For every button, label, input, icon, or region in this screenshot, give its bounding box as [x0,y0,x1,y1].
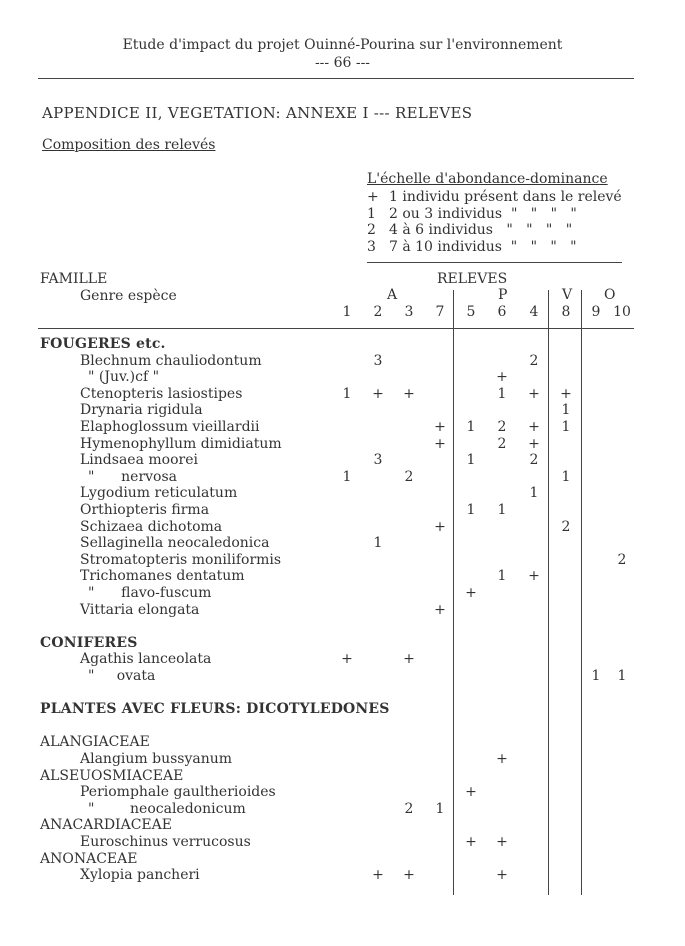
table-header-rule [38,328,634,329]
scale-title: L'échelle d'abondance-dominance [367,171,608,187]
species-name: " neocaledonicum [88,800,246,817]
abundance-cell: 2 [404,468,414,485]
group-label-v: V [562,287,573,303]
page-title: APPENDICE II, VEGETATION: ANNEXE I --- RELEVES [42,104,473,122]
abundance-cell: 1 [466,452,476,469]
abundance-cell: 1 [529,485,539,502]
abundance-cell: 1 [617,668,627,684]
abundance-cell: + [528,568,540,585]
abundance-cell: 1 [561,419,571,435]
family-heading: CONIFERES [40,634,138,651]
abundance-cell: + [403,385,415,402]
species-name: Sellaginella neocaledonica [80,535,270,552]
abundance-cell: 2 [497,419,507,435]
family-heading: ANACARDIACEAE [40,817,172,834]
scale-row [367,189,622,205]
scale-description: 4 à 6 individus " " " " [389,222,573,238]
column-number: 8 [561,304,571,320]
abundance-cell: + [341,651,353,668]
abundance-cell: + [528,419,540,435]
scale-symbol: 2 [367,222,376,238]
species-name: Alangium bussyanum [80,751,233,767]
scale-description: 1 individu présent dans le relevé [389,189,622,205]
species-name: Orthiopteris firma [80,502,210,518]
abundance-cell: 1 [497,385,507,402]
species-name: " flavo-fuscum [88,585,212,601]
abundance-cell: + [372,867,384,884]
abundance-cell: + [403,651,415,668]
header-rule [38,78,634,79]
abundance-cell: 2 [404,800,414,817]
species-name: Xylopia pancheri [80,867,200,884]
column-header-genre: Genre espèce [80,288,177,304]
abundance-cell: 2 [617,551,627,568]
abundance-cell: 1 [466,419,476,435]
species-name: Lygodium reticulatum [80,485,238,502]
scale-row [367,222,572,238]
species-name: Trichomanes dentatum [80,568,245,585]
abundance-cell: + [434,518,446,535]
abundance-cell: 1 [342,468,352,485]
family-heading: ANONACEAE [40,850,138,867]
species-name: " nervosa [88,468,178,485]
species-name: Lindsaea moorei [80,452,198,469]
abundance-cell: + [528,435,540,452]
species-name: " ovata [88,668,156,684]
abundance-cell: 3 [373,452,383,469]
column-header-famille: FAMILLE [40,271,108,287]
abundance-cell: 2 [497,435,507,452]
abundance-cell: 1 [435,800,445,817]
abundance-cell: + [434,435,446,452]
species-name: Periomphale gaultherioides [80,784,276,801]
scale-row [367,239,577,255]
abundance-cell: 1 [497,502,507,518]
species-name: Elaphoglossum vieillardii [80,419,260,435]
column-header-releves: RELEVES [437,271,508,287]
abundance-cell: 1 [561,468,571,485]
scale-symbol: 1 [367,205,376,222]
column-number: 9 [591,304,601,320]
column-number: 6 [497,304,507,320]
scale-description: 2 ou 3 individus " " " " [389,205,577,222]
family-heading: PLANTES AVEC FLEURS: DICOTYLEDONES [40,701,390,718]
abundance-cell: + [434,419,446,435]
group-divider-3 [581,290,582,895]
abundance-cell: 1 [591,668,601,684]
scale-row [367,206,577,222]
section-subtitle: Composition des relevés [42,137,216,153]
abundance-cell: + [496,867,508,884]
scale-symbol: 3 [367,238,376,255]
column-number: 5 [466,304,476,320]
species-name: Vittaria elongata [80,601,200,618]
species-name: Hymenophyllum dimidiatum [80,435,282,452]
species-name: Stromatopteris moniliformis [80,551,282,568]
abundance-cell: 1 [497,568,507,585]
species-name: " (Juv.)cf " [88,369,160,386]
column-number: 3 [404,304,414,320]
species-name: Euroschinus verrucosus [80,834,251,850]
group-label-p: P [498,287,508,303]
scale-symbol: + [367,189,379,205]
abundance-cell: 1 [466,502,476,518]
abundance-cell: 2 [561,518,571,535]
column-number: 2 [373,304,383,320]
group-label-o: O [604,287,616,303]
species-name: Ctenopteris lasiostipes [80,385,243,402]
abundance-cell: + [496,751,508,767]
column-number: 1 [342,304,352,320]
abundance-cell: + [528,385,540,402]
abundance-cell: + [496,834,508,850]
species-name: Drynaria rigidula [80,402,203,419]
abundance-cell: 2 [529,352,539,369]
abundance-cell: 1 [373,535,383,552]
abundance-cell: 2 [529,452,539,469]
family-heading: FOUGERES etc. [40,336,166,352]
abundance-cell: + [372,385,384,402]
abundance-cell: + [465,585,477,601]
column-number: 4 [529,304,539,320]
abundance-cell: + [560,385,572,402]
family-heading: ALSEUOSMIACEAE [40,767,184,784]
group-divider-1 [453,290,454,895]
species-name: Blechnum chauliodontum [80,352,262,369]
abundance-cell: 1 [561,402,571,419]
abundance-cell: + [434,601,446,618]
page-number: --- 66 --- [314,55,371,71]
family-heading: ALANGIACEAE [40,734,150,751]
column-number: 7 [435,304,445,320]
document-header-title: Etude d'impact du projet Ouinné-Pourina sur l'environnement [122,37,563,53]
column-number: 10 [613,304,631,320]
scale-description: 7 à 10 individus " " " " [389,238,577,255]
species-name: Agathis lanceolata [80,651,212,668]
abundance-cell: + [496,369,508,386]
species-name: Schizaea dichotoma [80,518,223,535]
abundance-cell: 3 [373,352,383,369]
abundance-cell: + [465,784,477,801]
abundance-cell: 1 [342,385,352,402]
group-label-a: A [387,287,398,303]
abundance-cell: + [465,834,477,850]
group-divider-2 [548,290,549,895]
scale-rule [367,262,622,263]
abundance-cell: + [403,867,415,884]
